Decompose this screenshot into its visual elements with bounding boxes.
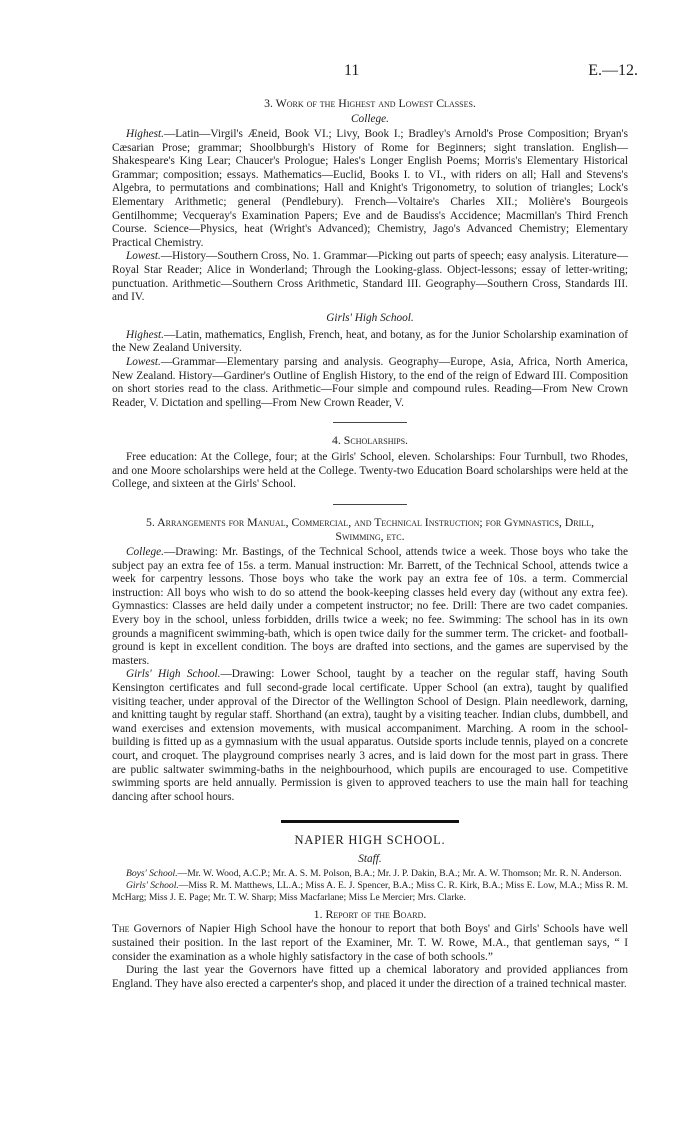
staff-subheading: Staff.	[358, 853, 382, 866]
section-4-heading: 4. Scholarships.	[332, 433, 408, 448]
napier-title: NAPIER HIGH SCHOOL.	[294, 833, 446, 848]
report-paragraph-1-text: Governors of Napier High School have the honour to report that both Boys' and Girls' Schools have well sustained their position. In the last report of the Examiner, Mr. T. W. Rowe, M.A., that gentleman says, “ I consider the examination as a whole highly satisfactory in the case of both schools.”	[112, 923, 628, 963]
girls-arrangements-text: —Drawing: Lower School, taught by a teacher on the regular staff, having South Kensington certificates and full second-grade local certificate. Upper School (an extra), taught by qualified visiting teacher, under approval of the Director of the Wellington School of Design. Plain needlework, darning, and knitting taught by regular staff. Shorthand (an extra), taught by a visiting teacher. Indian clubs, dumbbell, and wand exercises and extension movements, with musical accompaniment. Marching. A room in the school-building is fitted up as a gymnasium with the usual apparatus. Outside sports include tennis, played on a concrete court, and croquet. The playground comprises nearly 3 acres, and is laid down for the most part in grass. There are public saltwater swimming-baths in the neighbourhood, which pupils are encouraged to use. Competitive swimming sports are held annually. Permission is given to approved teachers to use the main hall for teaching dancing after school hours.	[112, 668, 628, 803]
section-divider	[333, 422, 407, 423]
girls-arrangements-paragraph	[112, 668, 628, 804]
page-reference: E.—12.	[588, 62, 638, 79]
girls-lowest-paragraph	[112, 356, 628, 410]
girls-lowest-label: Lowest.	[126, 355, 161, 368]
college-lowest-paragraph	[112, 250, 628, 304]
report-paragraph-2: During the last year the Governors have fitted up a chemical laboratory and provided appliances from England. They have also erected a carpenter's shop, and placed it under the direction of a trained technical master.	[112, 964, 628, 990]
college-arrangements-paragraph	[112, 546, 628, 668]
boys-staff-text: —Mr. W. Wood, A.C.P.; Mr. A. S. M. Polson, B.A.; Mr. J. P. Dakin, B.A.; Mr. A. W. Thomson; Mr. R. N. Anderson.	[177, 868, 622, 880]
girls-highest-paragraph	[112, 329, 628, 356]
page-content	[112, 96, 628, 991]
boys-school-label: Boys' School.	[126, 868, 178, 880]
girls-label: Girls' High School.	[126, 668, 221, 681]
lowest-text: —History—Southern Cross, No. 1. Grammar—Picking out parts of speech; easy analysis. Literature—Royal Star Reader; Alice in Wonderland; Through the Looking-glass. Object-lessons; essay of letter-writing; punctuation. Arithmetic—Southern Cross Arithmetic, Standard III. Geography—Southern Cross, Standards III. and IV.	[112, 250, 628, 304]
page-number: 11	[344, 62, 360, 79]
girls-lowest-text: —Grammar—Elementary parsing and analysis. Geography—Europe, Asia, Africa, North America, New Zealand. History—Gardiner's Outline of English History, to the end of the reign of Edward III. Composition on short stories read to the class. Arithmetic—Four simple and compound rules. Reading—From New Crown Reader, V. Dictation and spelling—From New Crown Reader, V.	[112, 355, 628, 409]
college-subheading: College.	[351, 113, 389, 125]
lowest-label: Lowest.	[126, 250, 161, 263]
girls-school-label: Girls' School.	[126, 880, 179, 892]
girls-staff-text: —Miss R. M. Matthews, LL.A.; Miss A. E. J. Spencer, B.A.; Miss C. R. Kirk, B.A.; Miss E. Low, M.A.; Miss R. M. McHarg; Miss J. E. Page; Mr. T. W. Sharp; Miss Macfarlane; Miss Le Mercier; Mrs. Clarke.	[112, 880, 628, 904]
scholarships-paragraph: Free education: At the College, four; at the Girls' School, eleven. Scholarships: Four Turnbull, two Rhodes, and one Moore scholarships were held at the College. Twenty-two Education Board scholarships were held at the College, and sixteen at the Girls' School.	[112, 451, 628, 491]
section-5-heading: 5. Arrangements for Manual, Commercial, and Technical Instruction; for Gymnastics, Drill, Swimming, etc.	[145, 515, 595, 544]
report-lead-word: The	[112, 923, 130, 936]
college-arrangements-text: —Drawing: Mr. Bastings, of the Technical School, attends twice a week. Those boys who take the subject pay an extra fee of 15s. a term. Manual instruction: Mr. Barrett, of the Technical School, attends twice a week for carpentry lessons. Those boys who take the work pay an extra fee of 10s. a term. Commercial instruction: All boys who wish to do so attend the book-keeping classes held every day (without any extra fee). Gymnastics: Classes are held daily under a competent instructor; no fee. Drill: There are two cadet companies. Every boy in the school, unless forbidden, drills twice a week; no fee. Swimming: The school has in its own grounds a magnificent swimming-bath, which is open twice daily for the summer term. The cricket- and football-ground is kept in excellent condition. The boys are drafted into sections, and the games are supervised by the masters.	[112, 546, 628, 667]
report-paragraph-1	[112, 923, 628, 964]
girls-highest-text: —Latin, mathematics, English, French, heat, and botany, as for the Junior Scholarship examination of the New Zealand University.	[112, 328, 628, 355]
section-3-heading: 3. Work of the Highest and Lowest Classes.	[264, 96, 476, 110]
girls-subheading: Girls' High School.	[326, 311, 414, 324]
girls-highest-label: Highest.	[126, 328, 164, 341]
section-divider	[333, 504, 407, 505]
girls-staff-paragraph	[112, 880, 628, 904]
highest-text: —Latin—Virgil's Æneid, Book VI.; Livy, Book I.; Bradley's Arnold's Prose Composition; Bryan's Cæsarian Prose; grammar; Shoolbburgh's History of Rome for Beginners; sight translation. English—Shakespeare's King Lear; Chaucer's Prologue; Hales's Longer English Poems; Morris's Elementary Historical Grammar; composition; essays. Mathematics—Euclid, Books I. to VI., with riders on all; Hall and Stevens's Algebra, to permutations and combinations; Hall and Knight's Trigonometry, to solution of triangles; Lock's Elementary Arithmetic; general (Pendlebury). French—Voltaire's Charles XII.; Molière's Bourgeois Gentilhomme; Vecqueray's Examination Papers; Eve and de Baudiss's Accidence; Macmillan's Third French Course. Science—Physics, heat (Wright's Advanced); Chemistry, Jago's Advanced Chemistry; Elementary Practical Chemistry.	[112, 128, 628, 249]
highest-label: Highest.	[126, 128, 164, 140]
college-highest-paragraph	[112, 128, 628, 250]
boys-staff-paragraph	[112, 868, 628, 880]
report-heading: 1. Report of the Board.	[313, 907, 427, 922]
thick-divider	[281, 820, 459, 823]
college-label: College.	[126, 546, 164, 559]
